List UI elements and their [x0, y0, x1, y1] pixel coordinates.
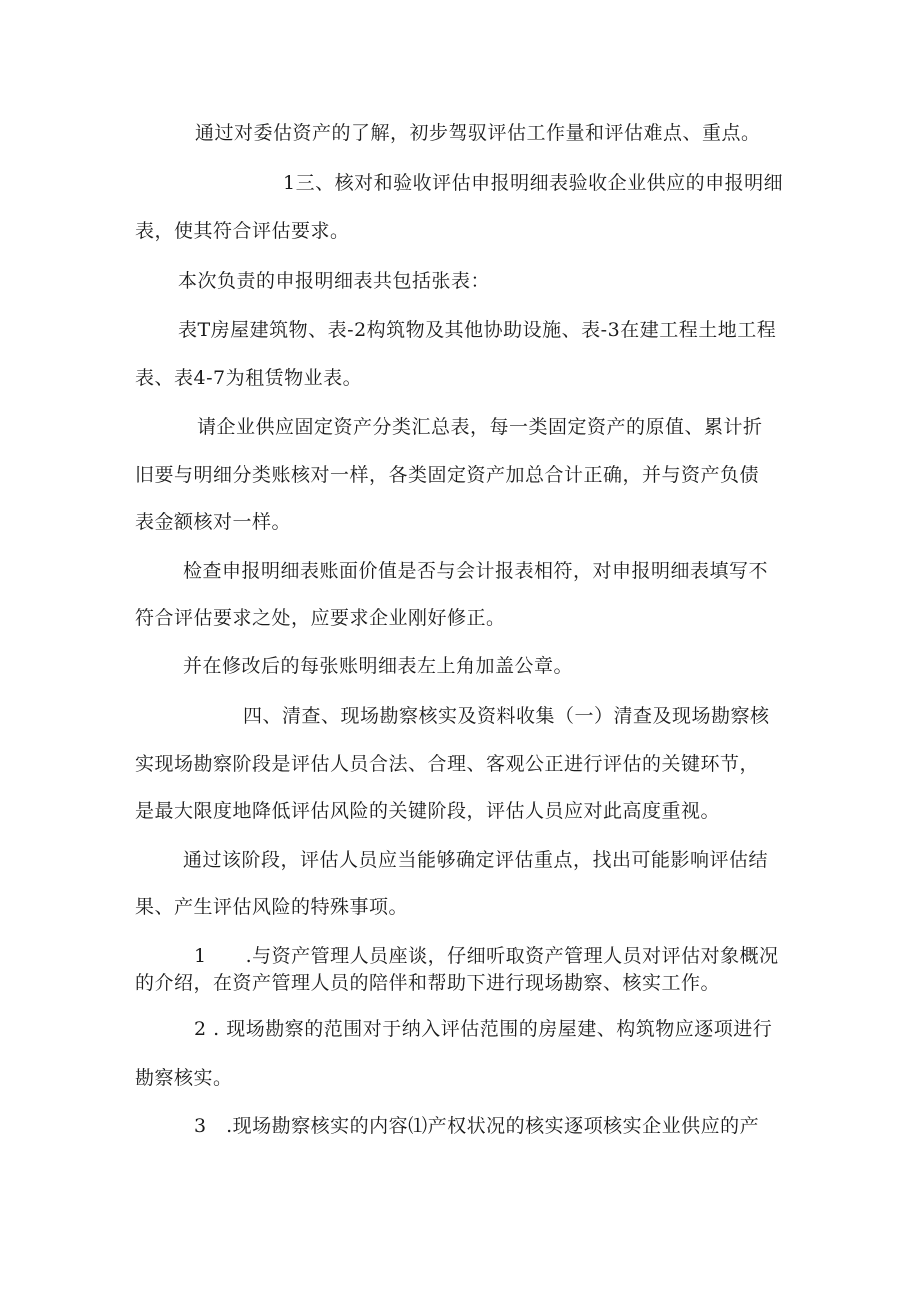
paragraph-line: 符合评估要求之处，应要求企业刚好修正。 [135, 607, 506, 629]
paragraph-line: 表金额核对一样。 [135, 511, 292, 533]
paragraph-line: 2 . 现场勘察的范围对于纳入评估范围的房屋建、构筑物应逐项进行 [194, 1018, 773, 1040]
paragraph-line: 并在修改后的每张账明细表左上角加盖公章。 [183, 655, 574, 677]
paragraph-line: 本次负责的申报明细表共包括张表： [178, 270, 491, 292]
paragraph-line: 实现场勘察阶段是评估人员合法、合理、客观公正进行评估的关键环节， [135, 753, 760, 775]
paragraph-line: 通过对委估资产的了解，初步驾驭评估工作量和评估难点、重点。 [195, 122, 761, 144]
paragraph-line: 1三、核对和验收评估申报明细表验收企业供应的申报明细 [283, 172, 784, 194]
paragraph-line: 请企业供应固定资产分类汇总表，每一类固定资产的原值、累计折 [197, 416, 763, 438]
paragraph-line: 表T房屋建筑物、表-2构筑物及其他协助设施、表-3在建工程土地工程 [178, 319, 777, 341]
paragraph-line: 四、清查、现场勘察核实及资料收集（一）清查及现场勘察核 [243, 705, 770, 727]
paragraph-line: 旧要与明细分类账核对一样，各类固定资产加总合计正确，并与资产负债 [135, 464, 760, 486]
paragraph-line: 是最大限度地降低评估风险的关键阶段，评估人员应对此高度重视。 [135, 800, 721, 822]
paragraph-line: 的介绍，在资产管理人员的陪伴和帮助下进行现场勘察、核实工作。 [135, 972, 721, 994]
paragraph-line: 1 .与资产管理人员座谈，仔细听取资产管理人员对评估对象概况 [194, 945, 779, 967]
paragraph-line: 3 .现场勘察核实的内容⑴产权状况的核实逐项核实企业供应的产 [194, 1115, 760, 1137]
paragraph-line: 果、产生评估风险的特殊事项。 [135, 896, 409, 918]
paragraph-line: 检查申报明细表账面价值是否与会计报表相符，对申报明细表填写不 [183, 560, 769, 582]
paragraph-line: 勘察核实。 [135, 1067, 233, 1089]
paragraph-line: 表、表4-7为租赁物业表。 [135, 367, 363, 389]
paragraph-line: 表，使其符合评估要求。 [135, 220, 350, 242]
paragraph-line: 通过该阶段，评估人员应当能够确定评估重点，找出可能影响评估结 [183, 849, 769, 871]
